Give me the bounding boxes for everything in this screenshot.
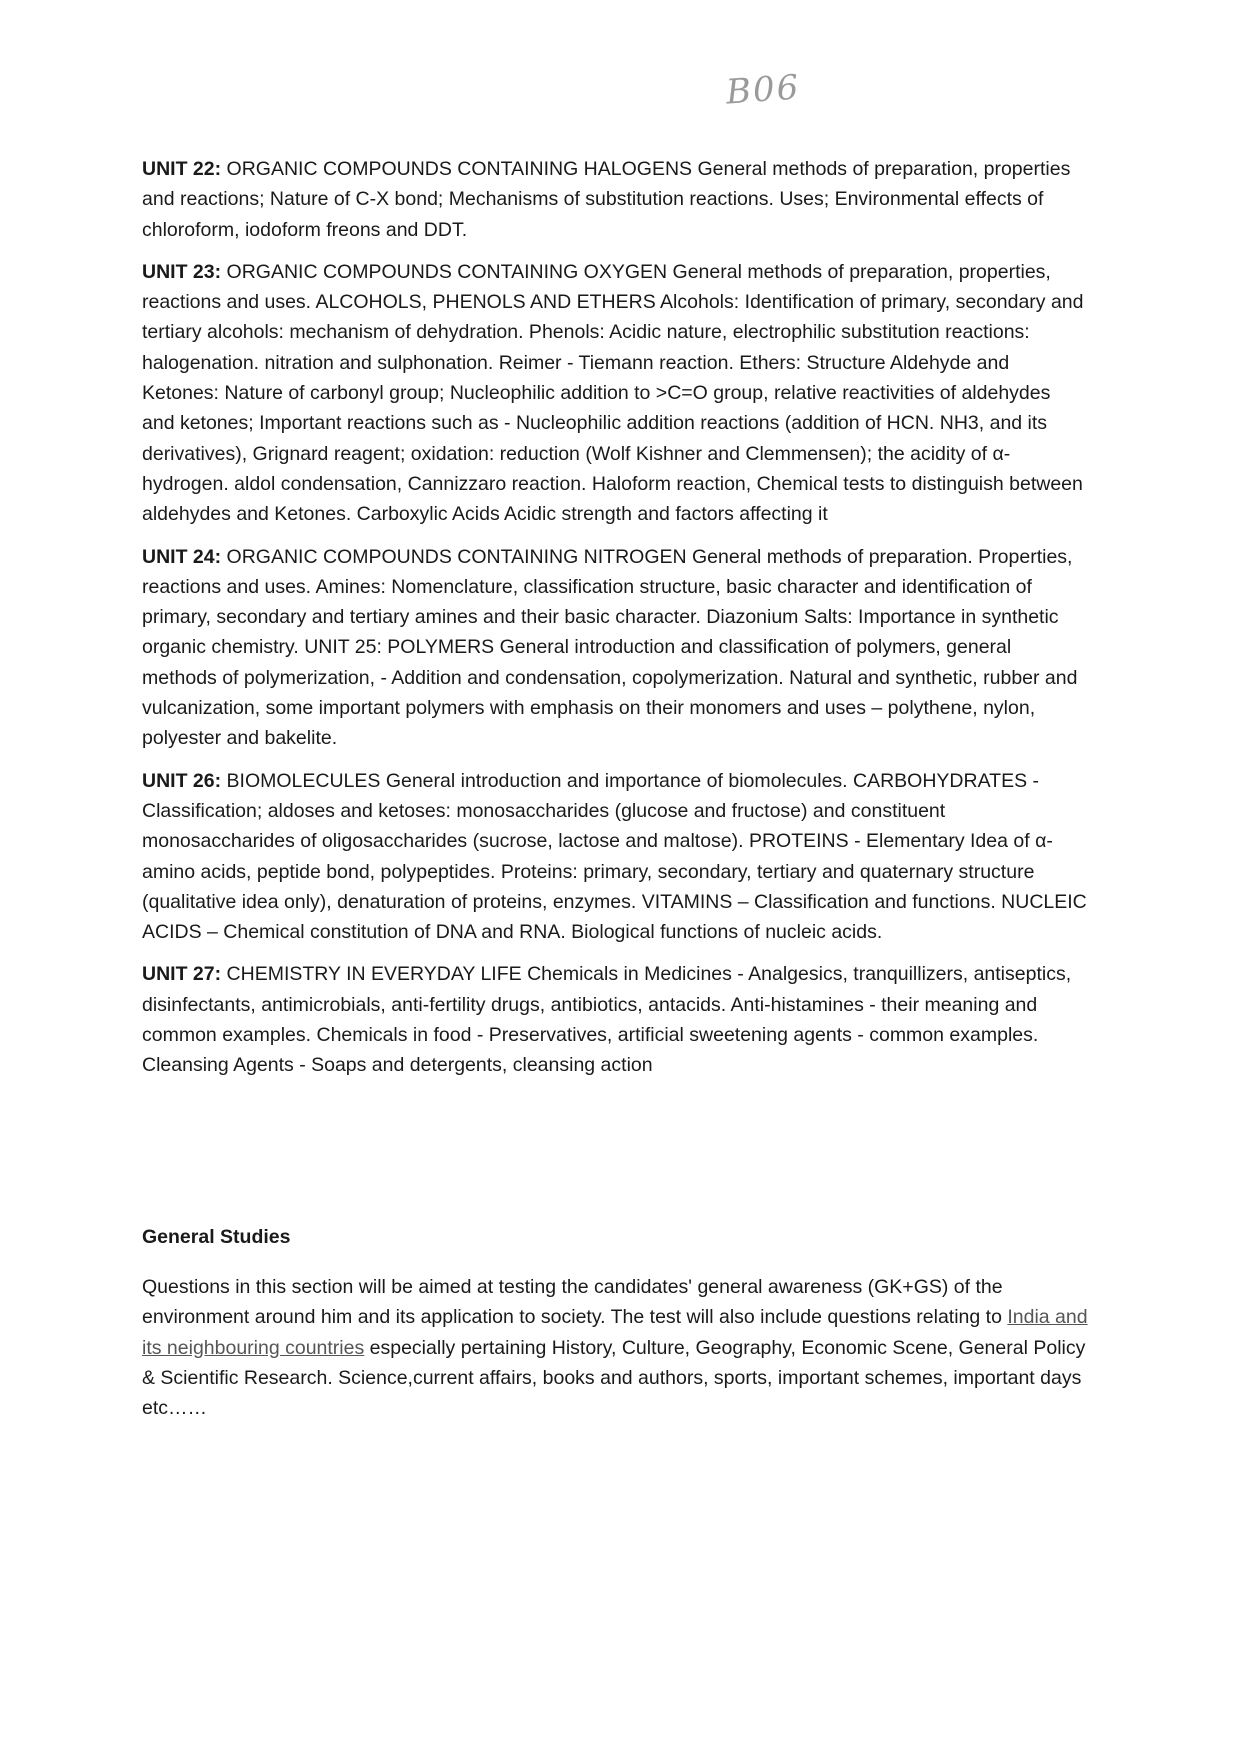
general-studies-heading: General Studies — [142, 1226, 291, 1248]
unit-24-label: UNIT 24: — [142, 545, 222, 568]
syllabus-units — [142, 154, 1088, 1093]
general-studies-paragraph — [142, 1272, 1088, 1423]
unit-23-label: UNIT 23: — [142, 260, 222, 283]
unit-23-text: ORGANIC COMPOUNDS CONTAINING OXYGEN General methods of preparation, properties, reactions and uses. ALCOHOLS, PHENOLS AND ETHERS Alcohols: Identification of primary, secondary and tertiary alcohols: mechanism of dehydration. Phenols: Acidic nature, electrophilic substitution reactions: halogenation. nitration and sulphonation. Reimer - Tiemann reaction. Ethers: Structure Aldehyde and Ketones: Nature of carbonyl group; Nucleophilic addition to >C=O group, relative reactivities of aldehydes and ketones; Important reactions such as - Nucleophilic addition reactions (addition of HCN. NH3, and its derivatives), Grignard reagent; oxidation: reduction (Wolf Kishner and Clemmensen); the acidity of α-hydrogen. aldol condensation, Cannizzaro reaction. Haloform reaction, Chemical tests to distinguish between aldehydes and Ketones. Carboxylic Acids Acidic strength and factors affecting it — [142, 260, 1084, 526]
unit-26 — [142, 766, 1088, 948]
unit-22 — [142, 154, 1088, 245]
unit-27 — [142, 959, 1088, 1080]
unit-24-text: ORGANIC COMPOUNDS CONTAINING NITROGEN General methods of preparation. Properties, reactions and uses. Amines: Nomenclature, classification structure, basic character and identification of primary, secondary and tertiary amines and their basic character. Diazonium Salts: Importance in synthetic organic chemistry. UNIT 25: POLYMERS General introduction and classification of polymers, general methods of polymerization, - Addition and condensation, copolymerization. Natural and synthetic, rubber and vulcanization, some important polymers with emphasis on their monomers and uses – polythene, nylon, polyester and bakelite. — [142, 545, 1078, 750]
unit-26-label: UNIT 26: — [142, 769, 222, 792]
unit-26-text: BIOMOLECULES General introduction and importance of biomolecules. CARBOHYDRATES - Classification; aldoses and ketoses: monosaccharides (glucose and fructose) and constituent monosaccharides of oligosaccharides (sucrose, lactose and maltose). PROTEINS - Elementary Idea of α-amino acids, peptide bond, polypeptides. Proteins: primary, secondary, tertiary and quaternary structure (qualitative idea only), denaturation of proteins, enzymes. VITAMINS – Classification and functions. NUCLEIC ACIDS – Chemical constitution of DNA and RNA. Biological functions of nucleic acids. — [142, 769, 1087, 944]
handwritten-page-mark: B06 — [724, 67, 802, 113]
gs-text-before-link: Questions in this section will be aimed at testing the candidates' general awareness (GK+GS) of the environment around him and its application to society. The test will also include questions relating to — [142, 1276, 1008, 1329]
unit-22-text: ORGANIC COMPOUNDS CONTAINING HALOGENS General methods of preparation, properties and reactions; Nature of C-X bond; Mechanisms of substitution reactions. Uses; Environmental effects of chloroform, iodoform freons and DDT. — [142, 158, 1071, 241]
gs-text-after-link: especially pertaining History, Culture, Geography, Economic Scene, General Policy & Scientific Research. Science,current affairs, books and authors, sports, important schemes, important days etc…… — [142, 1336, 1086, 1420]
unit-23 — [142, 257, 1088, 530]
unit-27-text: CHEMISTRY IN EVERYDAY LIFE Chemicals in Medicines - Analgesics, tranquillizers, antiseptics, disinfectants, antimicrobials, anti-fertility drugs, antibiotics, antacids. Anti-histamines - their meaning and common examples. Chemicals in food - Preservatives, artificial sweetening agents - common examples. Cleansing Agents - Soaps and detergents, cleansing action — [142, 963, 1072, 1077]
unit-27-label: UNIT 27: — [142, 963, 222, 986]
unit-24 — [142, 542, 1088, 754]
neighbouring-countries-link[interactable]: India and its neighbouring countries — [142, 1306, 1088, 1359]
unit-22-label: UNIT 22: — [142, 158, 222, 180]
